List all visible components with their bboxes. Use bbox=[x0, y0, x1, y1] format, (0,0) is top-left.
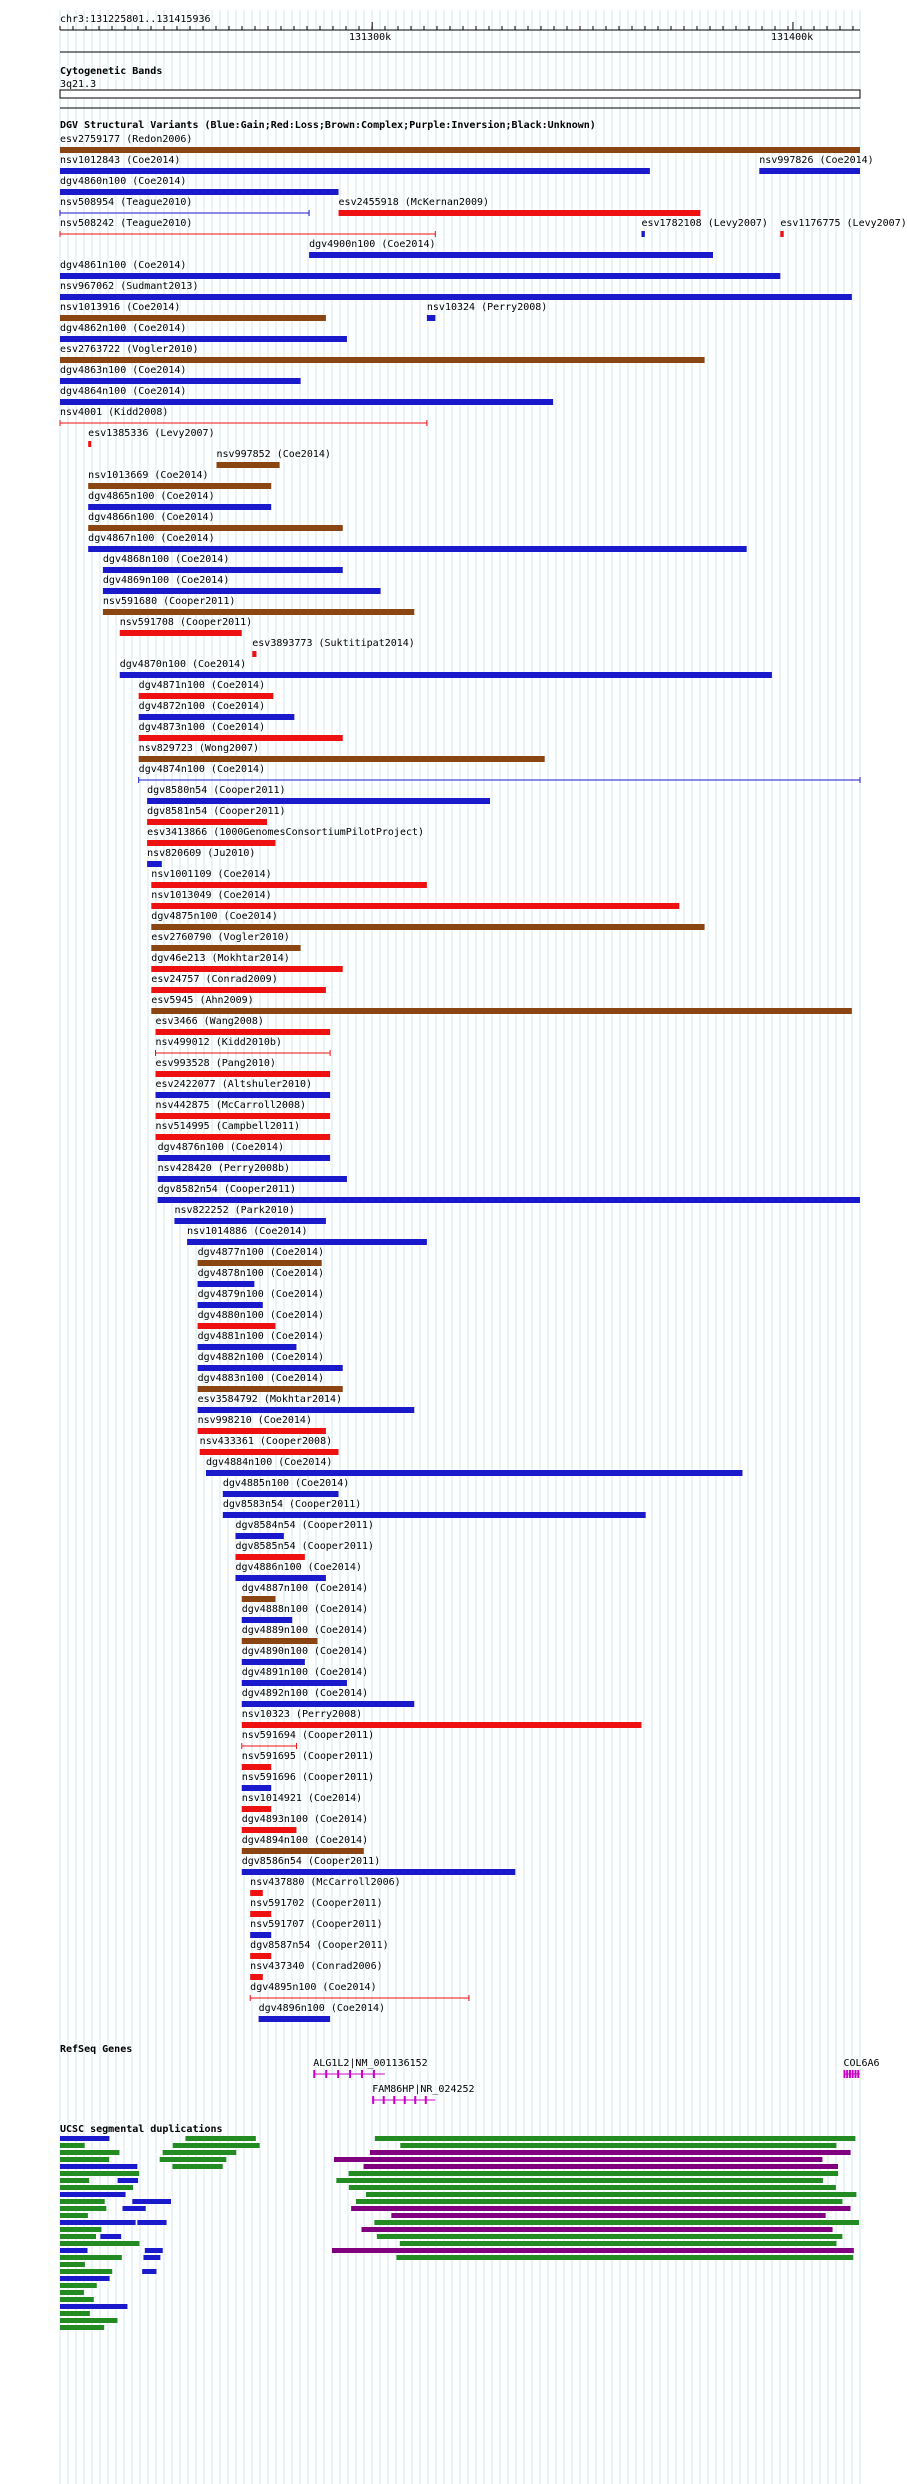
dgv-feature-label[interactable]: nsv508954 (Teague2010) bbox=[60, 197, 193, 208]
refseq-exon bbox=[849, 2070, 851, 2078]
segdup-block bbox=[374, 2220, 859, 2225]
segdup-block bbox=[334, 2157, 822, 2162]
segdup-block bbox=[351, 2206, 850, 2211]
dgv-feature-label[interactable]: dgv4871n100 (Coe2014) bbox=[138, 680, 266, 691]
dgv-feature-bar bbox=[217, 462, 280, 468]
segdup-block bbox=[60, 2325, 104, 2330]
dgv-feature-label[interactable]: esv993528 (Pang2010) bbox=[155, 1058, 276, 1069]
segdup-block bbox=[396, 2255, 853, 2260]
dgv-feature-bar bbox=[156, 1071, 331, 1077]
segdup-block bbox=[142, 2269, 156, 2274]
dgv-feature-label[interactable]: nsv997852 (Coe2014) bbox=[216, 449, 331, 460]
dgv-feature-bar bbox=[147, 861, 162, 867]
dgv-feature-bar bbox=[60, 294, 852, 300]
dgv-feature-label[interactable]: dgv4874n100 (Coe2014) bbox=[138, 764, 266, 775]
dgv-feature-bar bbox=[151, 924, 704, 930]
dgv-feature-label[interactable]: nsv591707 (Cooper2011) bbox=[250, 1919, 383, 1930]
dgv-feature-label[interactable]: dgv4881n100 (Coe2014) bbox=[197, 1331, 325, 1342]
dgv-feature-bar bbox=[88, 504, 271, 510]
dgv-feature-label[interactable]: dgv4884n100 (Coe2014) bbox=[205, 1457, 333, 1468]
cytoband-label: 3q21.3 bbox=[60, 79, 97, 90]
dgv-feature-label[interactable]: dgv4863n100 (Coe2014) bbox=[60, 365, 187, 376]
dgv-feature-bar bbox=[242, 1785, 271, 1791]
dgv-feature-bar bbox=[60, 315, 326, 321]
refseq-exon bbox=[383, 2096, 385, 2104]
segdup-block bbox=[107, 2192, 124, 2197]
segdup-block bbox=[391, 2213, 825, 2218]
dgv-feature-bar bbox=[198, 1407, 415, 1413]
refseq-exon bbox=[843, 2070, 845, 2078]
dgv-feature-label[interactable]: nsv4001 (Kidd2008) bbox=[60, 407, 169, 418]
dgv-feature-label[interactable]: nsv433361 (Cooper2008) bbox=[199, 1436, 333, 1447]
dgv-feature-label[interactable]: dgv8580n54 (Cooper2011) bbox=[147, 785, 286, 796]
refseq-gene-label[interactable]: FAM86HP|NR_024252 bbox=[372, 2084, 475, 2095]
dgv-feature-label[interactable]: esv2759177 (Redon2006) bbox=[60, 134, 193, 145]
dgv-feature-label[interactable]: nsv1013669 (Coe2014) bbox=[88, 470, 209, 481]
segdup-block bbox=[60, 2311, 90, 2316]
dgv-feature-bar bbox=[242, 1722, 642, 1728]
dgv-feature-label[interactable]: nsv437880 (McCarroll2006) bbox=[250, 1877, 401, 1888]
dgv-feature-label[interactable]: dgv4894n100 (Coe2014) bbox=[241, 1835, 369, 1846]
dgv-feature-bar bbox=[235, 1554, 304, 1560]
dgv-feature-label[interactable]: dgv4895n100 (Coe2014) bbox=[250, 1982, 377, 1993]
dgv-feature-bar bbox=[147, 840, 275, 846]
refseq-gene-label[interactable]: COL6A6 bbox=[843, 2058, 880, 2069]
refseq-exon bbox=[393, 2096, 395, 2104]
refseq-exon bbox=[337, 2070, 339, 2078]
refseq-track-title[interactable]: RefSeq Genes bbox=[60, 2044, 133, 2055]
dgv-feature-label[interactable]: dgv4862n100 (Coe2014) bbox=[60, 323, 187, 334]
dgv-feature-label[interactable]: dgv4872n100 (Coe2014) bbox=[138, 701, 266, 712]
dgv-feature-label[interactable]: nsv1013916 (Coe2014) bbox=[60, 302, 181, 313]
dgv-feature-label[interactable]: dgv8583n54 (Cooper2011) bbox=[222, 1499, 362, 1510]
dgv-feature-label[interactable]: dgv4888n100 (Coe2014) bbox=[241, 1604, 369, 1615]
segdup-block bbox=[60, 2178, 89, 2183]
dgv-feature-bar bbox=[242, 1701, 415, 1707]
segdup-block bbox=[172, 2164, 222, 2169]
dgv-feature-label[interactable]: esv24757 (Conrad2009) bbox=[151, 974, 278, 985]
dgv-feature-label[interactable]: nsv820609 (Ju2010) bbox=[147, 848, 256, 859]
dgv-feature-label[interactable]: dgv4890n100 (Coe2014) bbox=[241, 1646, 369, 1657]
segdup-block bbox=[60, 2269, 112, 2274]
dgv-feature-bar bbox=[242, 1827, 297, 1833]
dgv-feature-bar bbox=[235, 1575, 325, 1581]
dgv-feature-label[interactable]: nsv437340 (Conrad2006) bbox=[250, 1961, 383, 1972]
dgv-feature-bar bbox=[242, 1680, 347, 1686]
dgv-feature-bar bbox=[242, 1617, 292, 1623]
refseq-exon bbox=[414, 2096, 416, 2104]
dgv-feature-label[interactable]: esv1782108 (Levy2007) bbox=[641, 218, 768, 229]
dgv-feature-bar bbox=[250, 1911, 271, 1917]
dgv-feature-label[interactable]: esv3584792 (Mokhtar2014) bbox=[197, 1394, 343, 1405]
dgv-feature-bar bbox=[88, 546, 746, 552]
dgv-feature-bar bbox=[147, 819, 267, 825]
segdup-block bbox=[60, 2220, 136, 2225]
dgv-feature-label[interactable]: nsv967062 (Sudmant2013) bbox=[60, 281, 199, 292]
segdup-block bbox=[60, 2213, 88, 2218]
dgv-feature-bar bbox=[60, 147, 860, 153]
dgv-feature-label[interactable]: nsv1012843 (Coe2014) bbox=[60, 155, 181, 166]
segdup-block bbox=[60, 2206, 106, 2211]
refseq-exon bbox=[361, 2070, 363, 2078]
segdup-block bbox=[356, 2199, 842, 2204]
dgv-feature-bar bbox=[759, 168, 860, 174]
dgv-feature-label[interactable]: esv2760790 (Vogler2010) bbox=[151, 932, 290, 943]
dgv-feature-label[interactable]: esv3413866 (1000GenomesConsortiumPilotProject) bbox=[147, 827, 425, 838]
dgv-feature-label[interactable]: dgv4883n100 (Coe2014) bbox=[197, 1373, 325, 1384]
dgv-feature-label[interactable]: dgv4887n100 (Coe2014) bbox=[241, 1583, 369, 1594]
dgv-feature-bar bbox=[103, 609, 414, 615]
dgv-feature-bar bbox=[156, 1134, 331, 1140]
dgv-feature-bar bbox=[242, 1596, 276, 1602]
dgv-feature-label[interactable]: dgv4892n100 (Coe2014) bbox=[241, 1688, 369, 1699]
segdup-block bbox=[60, 2150, 119, 2155]
dgv-feature-bar bbox=[250, 1932, 271, 1938]
refseq-exon bbox=[373, 2070, 375, 2078]
dgv-feature-label[interactable]: dgv4868n100 (Coe2014) bbox=[102, 554, 230, 565]
segdup-block bbox=[60, 2262, 85, 2267]
refseq-exon bbox=[325, 2070, 327, 2078]
segdup-block bbox=[332, 2248, 854, 2253]
segdup-block bbox=[349, 2185, 836, 2190]
dgv-feature-bar bbox=[339, 210, 701, 216]
dgv-feature-label[interactable]: dgv4891n100 (Coe2014) bbox=[241, 1667, 369, 1678]
dgv-feature-bar bbox=[103, 588, 381, 594]
dgv-feature-bar bbox=[242, 1848, 364, 1854]
segdup-block bbox=[60, 2290, 84, 2295]
segdup-block bbox=[400, 2143, 836, 2148]
dgv-feature-bar bbox=[60, 189, 339, 195]
dgv-feature-label[interactable]: esv2422077 (Altshuler2010) bbox=[155, 1079, 313, 1090]
dgv-feature-bar bbox=[206, 1470, 742, 1476]
refseq-exon bbox=[404, 2096, 406, 2104]
segdup-block bbox=[160, 2157, 227, 2162]
dgv-feature-label[interactable]: esv3893773 (Suktitipat2014) bbox=[252, 638, 415, 649]
dgv-feature-label[interactable]: nsv442875 (McCarroll2008) bbox=[155, 1100, 307, 1111]
dgv-feature-label[interactable]: nsv822252 (Park2010) bbox=[174, 1205, 295, 1216]
dgv-feature-bar bbox=[139, 756, 545, 762]
dgv-feature-bar bbox=[198, 1281, 255, 1287]
dgv-feature-label[interactable]: dgv4889n100 (Coe2014) bbox=[241, 1625, 369, 1636]
dgv-feature-bar bbox=[158, 1197, 860, 1203]
dgv-feature-label[interactable]: nsv591694 (Cooper2011) bbox=[241, 1730, 375, 1741]
dgv-feature-label[interactable]: esv2455918 (McKernan2009) bbox=[338, 197, 490, 208]
segdup-block bbox=[361, 2227, 832, 2232]
dgv-feature-bar bbox=[158, 1176, 347, 1182]
dgv-feature-bar bbox=[60, 378, 301, 384]
dgv-feature-bar bbox=[187, 1239, 427, 1245]
dgv-feature-bar bbox=[147, 798, 490, 804]
refseq-exon bbox=[349, 2070, 351, 2078]
dgv-feature-bar bbox=[198, 1302, 263, 1308]
segdup-block bbox=[60, 2234, 96, 2239]
dgv-feature-label[interactable]: dgv8586n54 (Cooper2011) bbox=[241, 1856, 381, 1867]
dgv-feature-label[interactable]: nsv591680 (Cooper2011) bbox=[102, 596, 236, 607]
dgv-feature-bar bbox=[198, 1260, 322, 1266]
segdup-block bbox=[60, 2143, 85, 2148]
dgv-feature-bar bbox=[139, 693, 274, 699]
dgv-feature-label[interactable]: esv5945 (Ahn2009) bbox=[151, 995, 254, 1006]
dgv-feature-bar bbox=[151, 903, 679, 909]
dgv-feature-bar bbox=[60, 399, 553, 405]
dgv-feature-bar bbox=[151, 945, 300, 951]
dgv-feature-bar bbox=[242, 1638, 318, 1644]
segdup-block bbox=[370, 2150, 851, 2155]
dgv-feature-bar bbox=[242, 1869, 515, 1875]
dgv-feature-label[interactable]: dgv8582n54 (Cooper2011) bbox=[157, 1184, 297, 1195]
refseq-exon bbox=[857, 2070, 859, 2078]
segdup-block bbox=[60, 2199, 105, 2204]
dgv-feature-label[interactable]: dgv4878n100 (Coe2014) bbox=[197, 1268, 325, 1279]
dgv-feature-label[interactable]: dgv4864n100 (Coe2014) bbox=[60, 386, 187, 397]
dgv-feature-label[interactable]: dgv4900n100 (Coe2014) bbox=[309, 239, 436, 250]
dgv-feature-label[interactable]: dgv4866n100 (Coe2014) bbox=[88, 512, 215, 523]
dgv-feature-bar bbox=[120, 672, 772, 678]
dgv-feature-label[interactable]: dgv4882n100 (Coe2014) bbox=[197, 1352, 325, 1363]
dgv-feature-label[interactable]: dgv4893n100 (Coe2014) bbox=[241, 1814, 369, 1825]
segdup-block bbox=[145, 2248, 163, 2253]
dgv-feature-label[interactable]: nsv428420 (Perry2008b) bbox=[157, 1163, 291, 1174]
segdup-block bbox=[100, 2234, 121, 2239]
dgv-feature-bar bbox=[250, 1890, 263, 1896]
dgv-feature-bar bbox=[259, 2016, 331, 2022]
scale-tick-label: 131300k bbox=[349, 32, 392, 43]
dgv-feature-bar bbox=[88, 441, 91, 447]
dgv-feature-label[interactable]: dgv4875n100 (Coe2014) bbox=[151, 911, 278, 922]
segdup-block bbox=[118, 2178, 139, 2183]
dgv-feature-bar bbox=[242, 1764, 271, 1770]
refseq-exon bbox=[852, 2070, 854, 2078]
dgv-feature-label[interactable]: nsv1001109 (Coe2014) bbox=[151, 869, 272, 880]
dgv-feature-bar bbox=[60, 273, 780, 279]
segdup-block bbox=[173, 2143, 260, 2148]
dgv-feature-label[interactable]: nsv591696 (Cooper2011) bbox=[241, 1772, 375, 1783]
cytoband-track-title[interactable]: Cytogenetic Bands bbox=[60, 66, 163, 77]
segdup-block bbox=[377, 2234, 842, 2239]
refseq-exon bbox=[846, 2070, 848, 2078]
segdup-track-title[interactable]: UCSC segmental duplications bbox=[60, 2124, 223, 2135]
dgv-feature-label[interactable]: dgv8581n54 (Cooper2011) bbox=[147, 806, 286, 817]
segdup-block bbox=[132, 2199, 171, 2204]
dgv-feature-bar bbox=[88, 483, 271, 489]
dgv-feature-bar bbox=[103, 567, 343, 573]
dgv-feature-label[interactable]: nsv591708 (Cooper2011) bbox=[119, 617, 253, 628]
dgv-feature-label[interactable]: nsv1014886 (Coe2014) bbox=[187, 1226, 308, 1237]
dgv-feature-label[interactable]: dgv4896n100 (Coe2014) bbox=[258, 2003, 386, 2014]
dgv-feature-bar bbox=[139, 714, 295, 720]
dgv-feature-bar bbox=[309, 252, 713, 258]
scale-tick-label: 131400k bbox=[771, 32, 814, 43]
dgv-feature-bar bbox=[641, 231, 644, 237]
dgv-feature-label[interactable]: dgv4861n100 (Coe2014) bbox=[60, 260, 187, 271]
dgv-feature-bar bbox=[60, 357, 705, 363]
segdup-block bbox=[123, 2206, 146, 2211]
segdup-block bbox=[375, 2136, 856, 2141]
dgv-feature-bar bbox=[151, 966, 342, 972]
dgv-feature-label[interactable]: nsv591695 (Cooper2011) bbox=[241, 1751, 375, 1762]
dgv-feature-bar bbox=[198, 1344, 297, 1350]
dgv-feature-bar bbox=[156, 1092, 331, 1098]
dgv-feature-bar bbox=[158, 1155, 331, 1161]
dgv-feature-label[interactable]: nsv10324 (Perry2008) bbox=[426, 302, 548, 313]
dgv-feature-bar bbox=[156, 1113, 331, 1119]
refseq-gene-label[interactable]: ALG1L2|NM_001136152 bbox=[313, 2058, 428, 2069]
dgv-feature-label[interactable]: nsv829723 (Wong2007) bbox=[138, 743, 260, 754]
segdup-block bbox=[60, 2171, 139, 2176]
segdup-block bbox=[143, 2255, 160, 2260]
dgv-feature-bar bbox=[223, 1512, 646, 1518]
dgv-feature-bar bbox=[151, 882, 427, 888]
segdup-block bbox=[366, 2192, 856, 2197]
segdup-block bbox=[60, 2157, 109, 2162]
dgv-feature-label[interactable]: dgv4880n100 (Coe2014) bbox=[197, 1310, 325, 1321]
dgv-feature-label[interactable]: dgv46e213 (Mokhtar2014) bbox=[151, 953, 290, 964]
dgv-feature-label[interactable]: dgv4885n100 (Coe2014) bbox=[222, 1478, 350, 1489]
dgv-feature-label[interactable]: nsv1013049 (Coe2014) bbox=[151, 890, 272, 901]
segdup-block bbox=[60, 2283, 97, 2288]
cytoband-bar bbox=[60, 90, 860, 98]
dgv-feature-label[interactable]: nsv514995 (Campbell2011) bbox=[155, 1121, 300, 1132]
dgv-feature-bar bbox=[242, 1806, 271, 1812]
segdup-block bbox=[60, 2136, 109, 2141]
dgv-feature-bar bbox=[200, 1449, 339, 1455]
dgv-feature-bar bbox=[250, 1953, 271, 1959]
segdup-block bbox=[60, 2276, 110, 2281]
refseq-exon bbox=[425, 2096, 427, 2104]
dgv-feature-bar bbox=[60, 336, 347, 342]
segdup-block bbox=[349, 2171, 839, 2176]
dgv-feature-bar bbox=[250, 1974, 263, 1980]
refseq-exon bbox=[372, 2096, 374, 2104]
segdup-block bbox=[60, 2318, 117, 2323]
dgv-feature-bar bbox=[780, 231, 783, 237]
dgv-feature-label[interactable]: esv3466 (Wang2008) bbox=[155, 1016, 264, 1027]
segdup-block bbox=[60, 2304, 127, 2309]
dgv-feature-bar bbox=[151, 1008, 852, 1014]
dgv-feature-bar bbox=[427, 315, 435, 321]
dgv-feature-label[interactable]: dgv4870n100 (Coe2014) bbox=[119, 659, 247, 670]
dgv-feature-bar bbox=[235, 1533, 283, 1539]
dgv-feature-bar bbox=[242, 1659, 305, 1665]
dgv-feature-bar bbox=[198, 1428, 326, 1434]
segdup-block bbox=[185, 2136, 255, 2141]
dgv-feature-bar bbox=[88, 525, 343, 531]
dgv-feature-label[interactable]: dgv8585n54 (Cooper2011) bbox=[235, 1541, 374, 1552]
dgv-feature-bar bbox=[60, 168, 650, 174]
segdup-block bbox=[60, 2248, 88, 2253]
dgv-feature-bar bbox=[156, 1029, 331, 1035]
dgv-feature-bar bbox=[151, 987, 326, 993]
dgv-feature-label[interactable]: dgv4879n100 (Coe2014) bbox=[197, 1289, 325, 1300]
dgv-feature-label[interactable]: dgv4869n100 (Coe2014) bbox=[102, 575, 230, 586]
dgv-feature-label[interactable]: dgv4877n100 (Coe2014) bbox=[197, 1247, 325, 1258]
dgv-feature-label[interactable]: dgv8587n54 (Cooper2011) bbox=[250, 1940, 389, 1951]
segdup-block bbox=[60, 2164, 137, 2169]
dgv-feature-label[interactable]: esv1385336 (Levy2007) bbox=[88, 428, 215, 439]
dgv-feature-label[interactable]: nsv998210 (Coe2014) bbox=[197, 1415, 312, 1426]
dgv-feature-bar bbox=[198, 1386, 343, 1392]
dgv-feature-bar bbox=[120, 630, 242, 636]
dgv-track-title[interactable]: DGV Structural Variants (Blue:Gain;Red:Loss;Brown:Complex;Purple:Inversion;Black:Unknown) bbox=[60, 120, 596, 131]
dgv-feature-label[interactable]: dgv4886n100 (Coe2014) bbox=[235, 1562, 362, 1573]
dgv-feature-bar bbox=[223, 1491, 339, 1497]
segdup-block bbox=[60, 2255, 122, 2260]
segdup-block bbox=[163, 2150, 237, 2155]
segdup-block bbox=[60, 2185, 133, 2190]
segdup-block bbox=[60, 2227, 101, 2232]
dgv-feature-bar bbox=[198, 1365, 343, 1371]
dgv-feature-label[interactable]: dgv4867n100 (Coe2014) bbox=[88, 533, 215, 544]
dgv-feature-bar bbox=[139, 735, 343, 741]
dgv-feature-label[interactable]: nsv508242 (Teague2010) bbox=[60, 218, 193, 229]
segdup-block bbox=[336, 2178, 823, 2183]
dgv-feature-label[interactable]: nsv1014921 (Coe2014) bbox=[241, 1793, 363, 1804]
refseq-exon bbox=[854, 2070, 856, 2078]
dgv-feature-label[interactable]: esv1176775 (Levy2007) bbox=[780, 218, 907, 229]
dgv-feature-bar bbox=[198, 1323, 276, 1329]
dgv-feature-label[interactable]: dgv4873n100 (Coe2014) bbox=[138, 722, 266, 733]
dgv-feature-label[interactable]: nsv997826 (Coe2014) bbox=[759, 155, 874, 166]
dgv-feature-bar bbox=[252, 651, 256, 657]
dgv-feature-label[interactable]: nsv499012 (Kidd2010b) bbox=[155, 1037, 282, 1048]
segdup-block bbox=[137, 2220, 166, 2225]
dgv-feature-label[interactable]: nsv10323 (Perry2008) bbox=[241, 1709, 363, 1720]
dgv-feature-label[interactable]: dgv4865n100 (Coe2014) bbox=[88, 491, 215, 502]
segdup-block bbox=[60, 2241, 139, 2246]
segdup-block bbox=[60, 2297, 94, 2302]
dgv-feature-label[interactable]: esv2763722 (Vogler2010) bbox=[60, 344, 199, 355]
location-label: chr3:131225801..131415936 bbox=[60, 14, 211, 25]
dgv-feature-label[interactable]: dgv4860n100 (Coe2014) bbox=[60, 176, 187, 187]
dgv-feature-label[interactable]: dgv8584n54 (Cooper2011) bbox=[235, 1520, 374, 1531]
segdup-block bbox=[400, 2241, 837, 2246]
dgv-feature-label[interactable]: dgv4876n100 (Coe2014) bbox=[157, 1142, 285, 1153]
refseq-exon bbox=[313, 2070, 315, 2078]
dgv-feature-bar bbox=[174, 1218, 325, 1224]
dgv-feature-label[interactable]: nsv591702 (Cooper2011) bbox=[250, 1898, 383, 1909]
segdup-block bbox=[364, 2164, 838, 2169]
